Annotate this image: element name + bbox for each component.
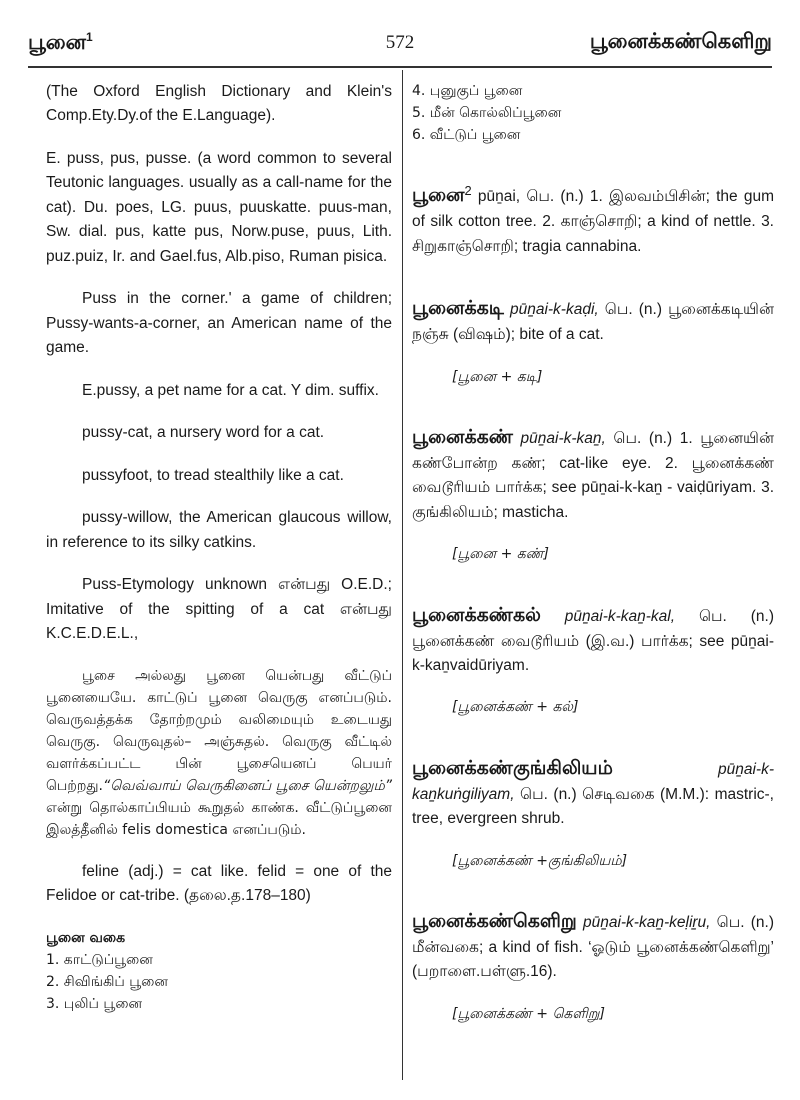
entry-transliteration: pūṉai-k-kaṉ, [512,429,606,447]
puss-in-corner-paragraph: Puss in the corner.' a game of children; Pussy-wants-a-corner, an American name of the game. [46,290,392,357]
pussyfoot-paragraph: pussyfoot, to tread stealthily like a cat. [82,466,344,484]
cat-types-heading: பூனை வகை [46,929,126,946]
right-column [412,80,774,1025]
header-rule [28,66,772,68]
list-item: 1. காட்டுப்பூனை [46,951,153,968]
pussy-cat-paragraph: pussy-cat, a nursery word for a cat. [82,424,325,442]
entry-poonai-2 [412,180,774,259]
entry-poonaikkankal [412,600,774,679]
entry-definition: pūṉai, பெ. (n.) 1. இலவம்பிசின்; the gum of silk cotton tree. 2. காஞ்சொறி; a kind of nettle. 3. சிறுகாஞ்சொறி; tragia cannabina. [412,188,774,255]
entry-etymology: [பூனைக்கண் +குங்கிலியம்] [452,852,628,869]
entry-headword: பூனைக்கடி [412,297,504,320]
entry-headword: பூனைக்கண்கெளிறு [412,909,577,932]
page-number: 572 [385,32,415,53]
right-running-headword: பூனைக்கண்கெளிறு [589,30,772,53]
entry-poonaikkankungiliyam [412,753,774,832]
tholkappiyam-quote: “வெவ்வாய் வெருகினைப் பூசை யென்றலும்” [102,778,392,795]
tamil-explanation-paragraph [46,665,392,842]
entry-transliteration: pūṉai-k-kaḍi, [503,301,599,319]
feline-paragraph: feline (adj.) = cat like. felid = one of the Felidoe or cat-tribe. (தலை.த.178–180) [46,862,392,905]
left-headword-sup: 1 [86,30,93,44]
entry-headword: பூனைக்கண் [412,425,513,448]
entry-transliteration: pūṉai-k-kaṉ-kal, [540,607,676,625]
list-item: 3. புலிப் பூனை [46,995,143,1012]
list-item: 5. மீன் கொல்லிப்பூனை [412,105,562,122]
entry-transliteration: pūṉai-k-kaṉ-keḷiṟu, [576,913,711,931]
entry-headword-sup: 2 [464,183,472,199]
cat-types-list [46,949,392,1015]
entry-headword: பூனை [412,184,465,207]
pussy-paragraph: E.pussy, a pet name for a cat. Y dim. suffix. [82,381,379,399]
entry-definition: பெ. (n.) பூனைக்கண் வைடூரியம் (இ.வ.) பார்க்க; see pūṉai-k-kaṉvaidūriyam. [412,607,774,674]
left-column [46,80,392,1015]
list-item: 2. சிவிங்கிப் பூனை [46,973,168,990]
reference-note: (The Oxford English Dictionary and Klein's Comp.Ety.Dy.of the E.Language). [46,83,392,125]
cat-types-list-continued [412,80,774,146]
page-header [28,24,772,64]
entry-headword: பூனைக்கண்கல் [412,603,541,626]
entry-etymology: [பூனைக்கண் + கெளிறு] [452,1005,605,1022]
tamil-explanation-part2: என்று தொல்காப்பியம் கூறுதல் காண்க. வீட்டுப்பூனை இலத்தீனில் felis domestica எனப்படும். [46,800,392,839]
left-headword-text: பூனை [28,31,86,54]
tamil-explanation-part1: பூசை அல்லது பூனை யென்பது வீட்டுப் பூனையையே. காட்டுப் பூனை வெருகு எனப்படும். வெருவத்தக்க தோற்றமும் வலிமையும் உடையது வெருகு. வெருவுதல்– அஞ்சுதல். வெருகு வீட்டில் வளர்க்கப்பட்ட பின் பூசையெனப் பெயர் பெற்றது. [46,667,392,795]
entry-definition: பெ. (n.) பூனைக்கடியின் நஞ்சு (விஷம்); bite of a cat. [412,301,774,344]
entry-etymology: [பூனைக்கண் + கல்] [452,699,579,716]
entry-etymology: [பூனை + கடி] [452,368,543,385]
entry-transliteration: pūṉai-k-kaṉkuṅgiliyam, [412,760,774,803]
entry-etymology: [பூனை + கண்] [452,546,549,563]
entry-definition: பெ. (n.) 1. பூனையின் கண்போன்ற கண்; cat-like eye. 2. பூனைக்கண் வைடூரியம் பார்க்க; see pūṉai-k-kaṉ - vaiḍūriyam. 3. குங்கிலியம்; masticha. [412,429,774,521]
column-divider [402,70,403,1080]
etymology-paragraph: E. puss, pus, pusse. (a word common to several Teutonic languages. usually as a call-name for the cat). Du. poes, LG. puus, puuskatte. puus-man, Sw. dial. pus, katte pus, Norw.puse, puus, Lith. puz.puiz, Ir. and Gael.fus, Alb.piso, Ruman pisica. [46,149,392,265]
entry-poonaikkankeliru [412,906,774,985]
entry-poonaikkadi [412,293,774,348]
entry-poonaikkan [412,422,774,525]
entry-headword: பூனைக்கண்குங்கிலியம் [412,756,613,779]
entry-definition: பெ. (n.) செடிவகை (M.M.): mastric-, tree, evergreen shrub. [412,785,774,828]
entry-definition: பெ. (n.) மீன்வகை; a kind of fish. ‘ஓடும் பூனைக்கண்கெளிறு’ (பறாளை.பள்ளு.16). [412,913,774,981]
list-item: 4. புனுகுப் பூனை [412,83,523,99]
puss-etymology-paragraph: Puss-Etymology unknown என்பது O.E.D.; Imitative of the spitting of a cat என்பது K.C.E.D.E.L., [46,576,392,643]
list-item: 6. வீட்டுப் பூனை [412,127,521,144]
pussy-willow-paragraph: pussy-willow, the American glaucous willow, in reference to its silky catkins. [46,509,392,551]
